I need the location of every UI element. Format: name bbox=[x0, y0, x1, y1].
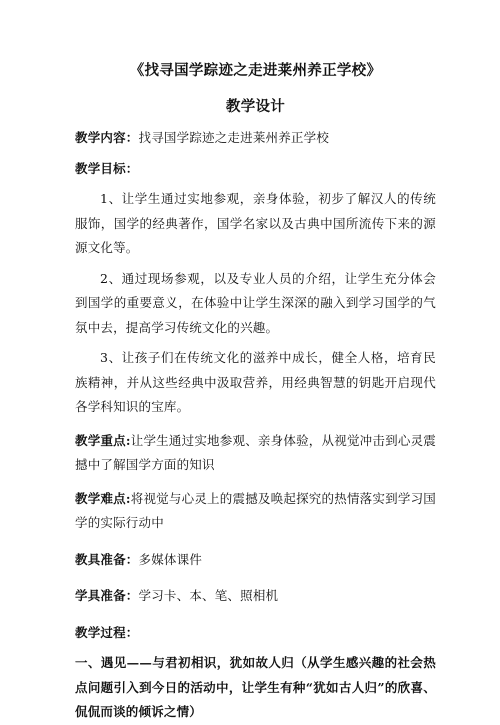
document-title: 《找寻国学踪迹之走进莱州养正学校》 bbox=[129, 62, 382, 79]
teaching-content-text: 找寻国学踪迹之走进莱州养正学校 bbox=[138, 130, 330, 145]
teaching-goal-item: 1、让学生通过实地参观，亲身体验，初步了解汉人的传统服饰，国学的经典著作，国学名家以及古典中国所流传下来的源源文化等。 bbox=[75, 191, 436, 255]
teaching-content bbox=[75, 126, 436, 151]
teaching-goals-label: 教学目标： bbox=[75, 160, 139, 176]
teaching-goal-item: 3、让孩子们在传统文化的滋养中成长，健全人格，培育民族精神，并从这些经典中汲取营养，用经典智慧的钥匙开启现代各学科知识的宝库。 bbox=[75, 350, 436, 414]
key-point-text: 让学生通过实地参观、亲身体验，从视觉冲击到心灵震撼中了解国学方面的知识 bbox=[75, 432, 436, 472]
student-prep bbox=[75, 584, 436, 609]
teacher-prep bbox=[75, 548, 436, 573]
teaching-content-label: 教学内容： bbox=[75, 130, 139, 145]
student-prep-text: 学习卡、本、笔、照相机 bbox=[138, 588, 279, 603]
key-point-label: 教学重点: bbox=[75, 432, 131, 448]
teacher-prep-text: 多媒体课件 bbox=[138, 551, 203, 567]
teaching-goal-item: 2、通过现场参观，以及专业人员的介绍，让学生充分体会到国学的重要意义，在体验中让学生深深的融入到学习国学的气氛中去，提高学习传统文化的兴趣。 bbox=[75, 270, 436, 335]
difficulty-label: 教学难点: bbox=[75, 490, 131, 506]
key-point bbox=[75, 429, 436, 478]
student-prep-label: 学具准备： bbox=[75, 588, 139, 603]
difficulty bbox=[75, 487, 436, 536]
process-step-1: 一、遇见——与君初相识，犹如故人归（从学生感兴趣的社会热点问题引入到今日的活动中，让学生有种“犹如古人归”的欣喜、侃侃而谈的倾诉之情） bbox=[75, 655, 436, 719]
difficulty-text: 将视觉与心灵上的震撼及唤起探究的热情落实到学习国学的实际行动中 bbox=[75, 490, 436, 530]
document-subtitle: 教学设计 bbox=[225, 98, 286, 115]
process-label: 教学过程： bbox=[75, 624, 139, 640]
teacher-prep-label: 教具准备： bbox=[75, 551, 139, 567]
